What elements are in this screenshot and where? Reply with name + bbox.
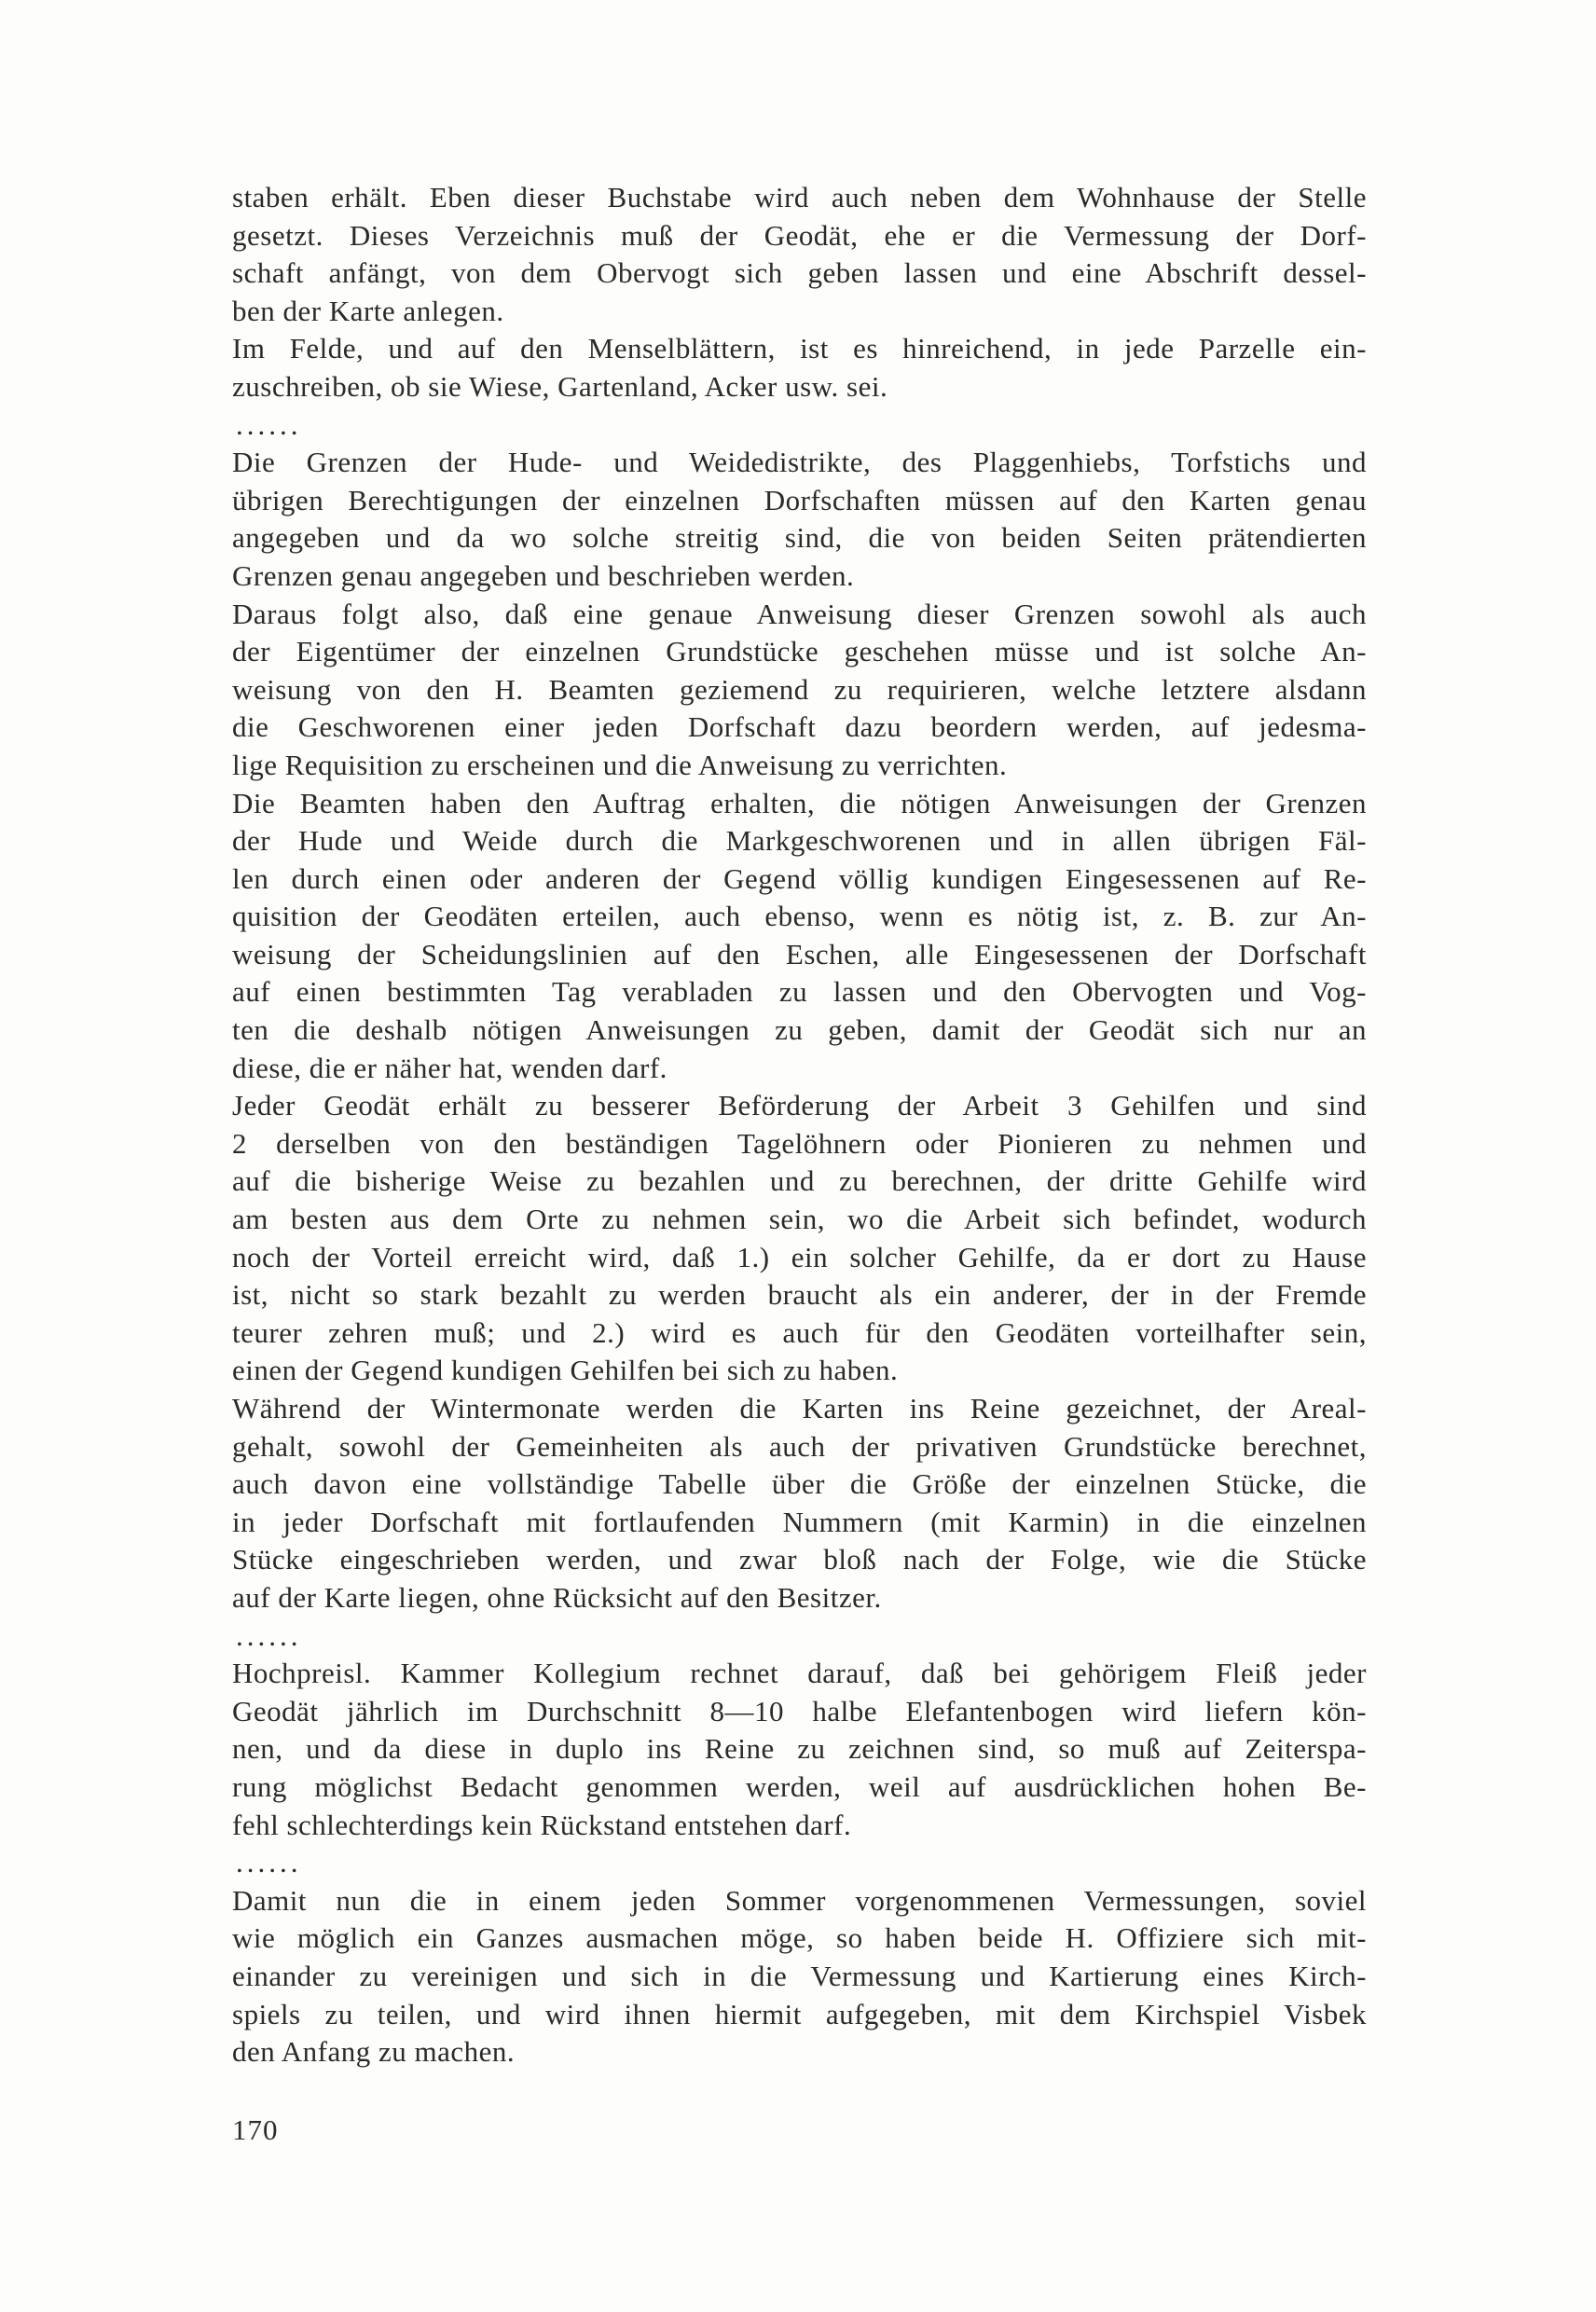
text-line: einen der Gegend kundigen Gehilfen bei sich zu haben.: [232, 1354, 899, 1387]
text-line: in jeder Dorfschaft mit fortlaufenden Nummern (mit Karmin) in die einzelnen: [232, 1505, 1367, 1538]
text-line: gehalt, sowohl der Gemeinheiten als auch der privativen Grundstücke berechnet,: [232, 1429, 1367, 1463]
text-line: Damit nun die in einem jeden Sommer vorgenommenen Vermessungen, soviel: [232, 1883, 1367, 1917]
text-line: angegeben und da wo solche streitig sind, die von beiden Seiten prätendierten: [232, 521, 1367, 555]
text-line: ten die deshalb nötigen Anweisungen zu geben, damit der Geodät sich nur an: [232, 1013, 1367, 1047]
text-line: Die Beamten haben den Auftrag erhalten, die nötigen Anweisungen der Grenzen: [232, 786, 1367, 819]
text-line: der Eigentümer der einzelnen Grundstücke geschehen müsse und ist solche An-: [232, 635, 1367, 668]
text-line: ben der Karte anlegen.: [232, 294, 504, 327]
text-line: Stücke eingeschrieben werden, und zwar bloß nach der Folge, wie die Stücke: [232, 1543, 1367, 1576]
text-line: übrigen Berechtigungen der einzelnen Dorfschaften müssen auf den Karten genau: [232, 483, 1367, 516]
text-line: lige Requisition zu erscheinen und die Anweisung zu verrichten.: [232, 748, 1008, 781]
text-line: auf die bisherige Weise zu bezahlen und zu berechnen, der dritte Gehilfe wird: [232, 1164, 1367, 1198]
text-line: Während der Wintermonate werden die Karten ins Reine gezeichnet, der Areal-: [232, 1392, 1367, 1424]
text-line: Hochpreisl. Kammer Kollegium rechnet darauf, daß bei gehörigem Fleiß jeder: [232, 1657, 1367, 1690]
text-line: den Anfang zu machen.: [232, 2035, 516, 2069]
ellipsis-separator: ......: [236, 407, 302, 441]
text-line: fehl schlechterdings kein Rückstand entstehen darf.: [232, 1808, 852, 1841]
text-line: len durch einen oder anderen der Gegend völlig kundigen Eingesessenen auf Re-: [232, 861, 1367, 895]
body-text: [232, 179, 1367, 2071]
text-line: einander zu vereinigen und sich in die Vermessung und Kartierung eines Kirch-: [232, 1959, 1367, 1992]
text-line: Grenzen genau angegeben und beschrieben werden.: [232, 558, 855, 592]
text-line: weisung von den H. Beamten geziemend zu requirieren, welche letztere alsdann: [232, 672, 1367, 706]
text-line: 2 derselben von den beständigen Tagelöhnern oder Pionieren zu nehmen und: [232, 1126, 1367, 1160]
text-line: der Hude und Weide durch die Markgeschworenen und in allen übrigen Fäl-: [232, 824, 1367, 858]
text-line: Im Felde, und auf den Menselblättern, ist es hinreichend, in jede Parzelle ein-: [232, 332, 1367, 365]
text-line: Daraus folgt also, daß eine genaue Anweisung dieser Grenzen sowohl als auch: [232, 597, 1367, 630]
text-line: zuschreiben, ob sie Wiese, Gartenland, Acker usw. sei.: [232, 369, 888, 403]
text-line: weisung der Scheidungslinien auf den Eschen, alle Eingesessenen der Dorfschaft: [232, 937, 1367, 970]
text-line: auf der Karte liegen, ohne Rücksicht auf den Besitzer.: [232, 1580, 882, 1614]
text-line: am besten aus dem Orte zu nehmen sein, wo die Arbeit sich befindet, wodurch: [232, 1203, 1367, 1236]
ellipsis-separator: ......: [236, 1618, 302, 1652]
text-line: Jeder Geodät erhält zu besserer Beförderung der Arbeit 3 Gehilfen und sind: [232, 1089, 1367, 1122]
text-line: auch davon eine vollständige Tabelle über die Größe der einzelnen Stücke, die: [232, 1467, 1367, 1501]
text-line: Die Grenzen der Hude- und Weidedistrikte, des Plaggenhiebs, Torfstichs und: [232, 446, 1367, 479]
text-line: Geodät jährlich im Durchschnitt 8—10 halbe Elefantenbogen wird liefern kön-: [232, 1694, 1367, 1727]
text-line: noch der Vorteil erreicht wird, daß 1.) ein solcher Gehilfe, da er dort zu Hause: [232, 1240, 1367, 1273]
text-line: gesetzt. Dieses Verzeichnis muß der Geodät, ehe er die Vermessung der Dorf-: [232, 218, 1367, 252]
text-line: auf einen bestimmten Tag verabladen zu lassen und den Obervogten und Vog-: [232, 975, 1367, 1009]
text-line: staben erhält. Eben dieser Buchstabe wird auch neben dem Wohnhause der Stelle: [232, 181, 1367, 213]
text-line: diese, die er näher hat, wenden darf.: [232, 1051, 667, 1084]
text-line: nen, und da diese in duplo ins Reine zu zeichnen sind, so muß auf Zeiterspa-: [232, 1732, 1367, 1766]
text-line: schaft anfängt, von dem Obervogt sich geben lassen und eine Abschrift dessel-: [232, 256, 1367, 290]
text-line: spiels zu teilen, und wird ihnen hiermit aufgegeben, mit dem Kirchspiel Visbek: [232, 1997, 1367, 2030]
text-line: die Geschworenen einer jeden Dorfschaft dazu beordern werden, auf jedesma-: [232, 710, 1367, 744]
text-line: ist, nicht so stark bezahlt zu werden braucht als ein anderer, der in der Fremde: [232, 1278, 1367, 1312]
text-line: wie möglich ein Ganzes ausmachen möge, so haben beide H. Offiziere sich mit-: [232, 1921, 1367, 1955]
text-line: teurer zehren muß; und 2.) wird es auch für den Geodäten vorteilhafter sein,: [232, 1315, 1367, 1349]
text-line: quisition der Geodäten erteilen, auch ebenso, wenn es nötig ist, z. B. zur An-: [232, 900, 1367, 933]
text-line: rung möglichst Bedacht genommen werden, weil auf ausdrücklichen hohen Be-: [232, 1769, 1367, 1803]
page-number: 170: [232, 2113, 279, 2146]
ellipsis-separator: ......: [236, 1846, 302, 1879]
